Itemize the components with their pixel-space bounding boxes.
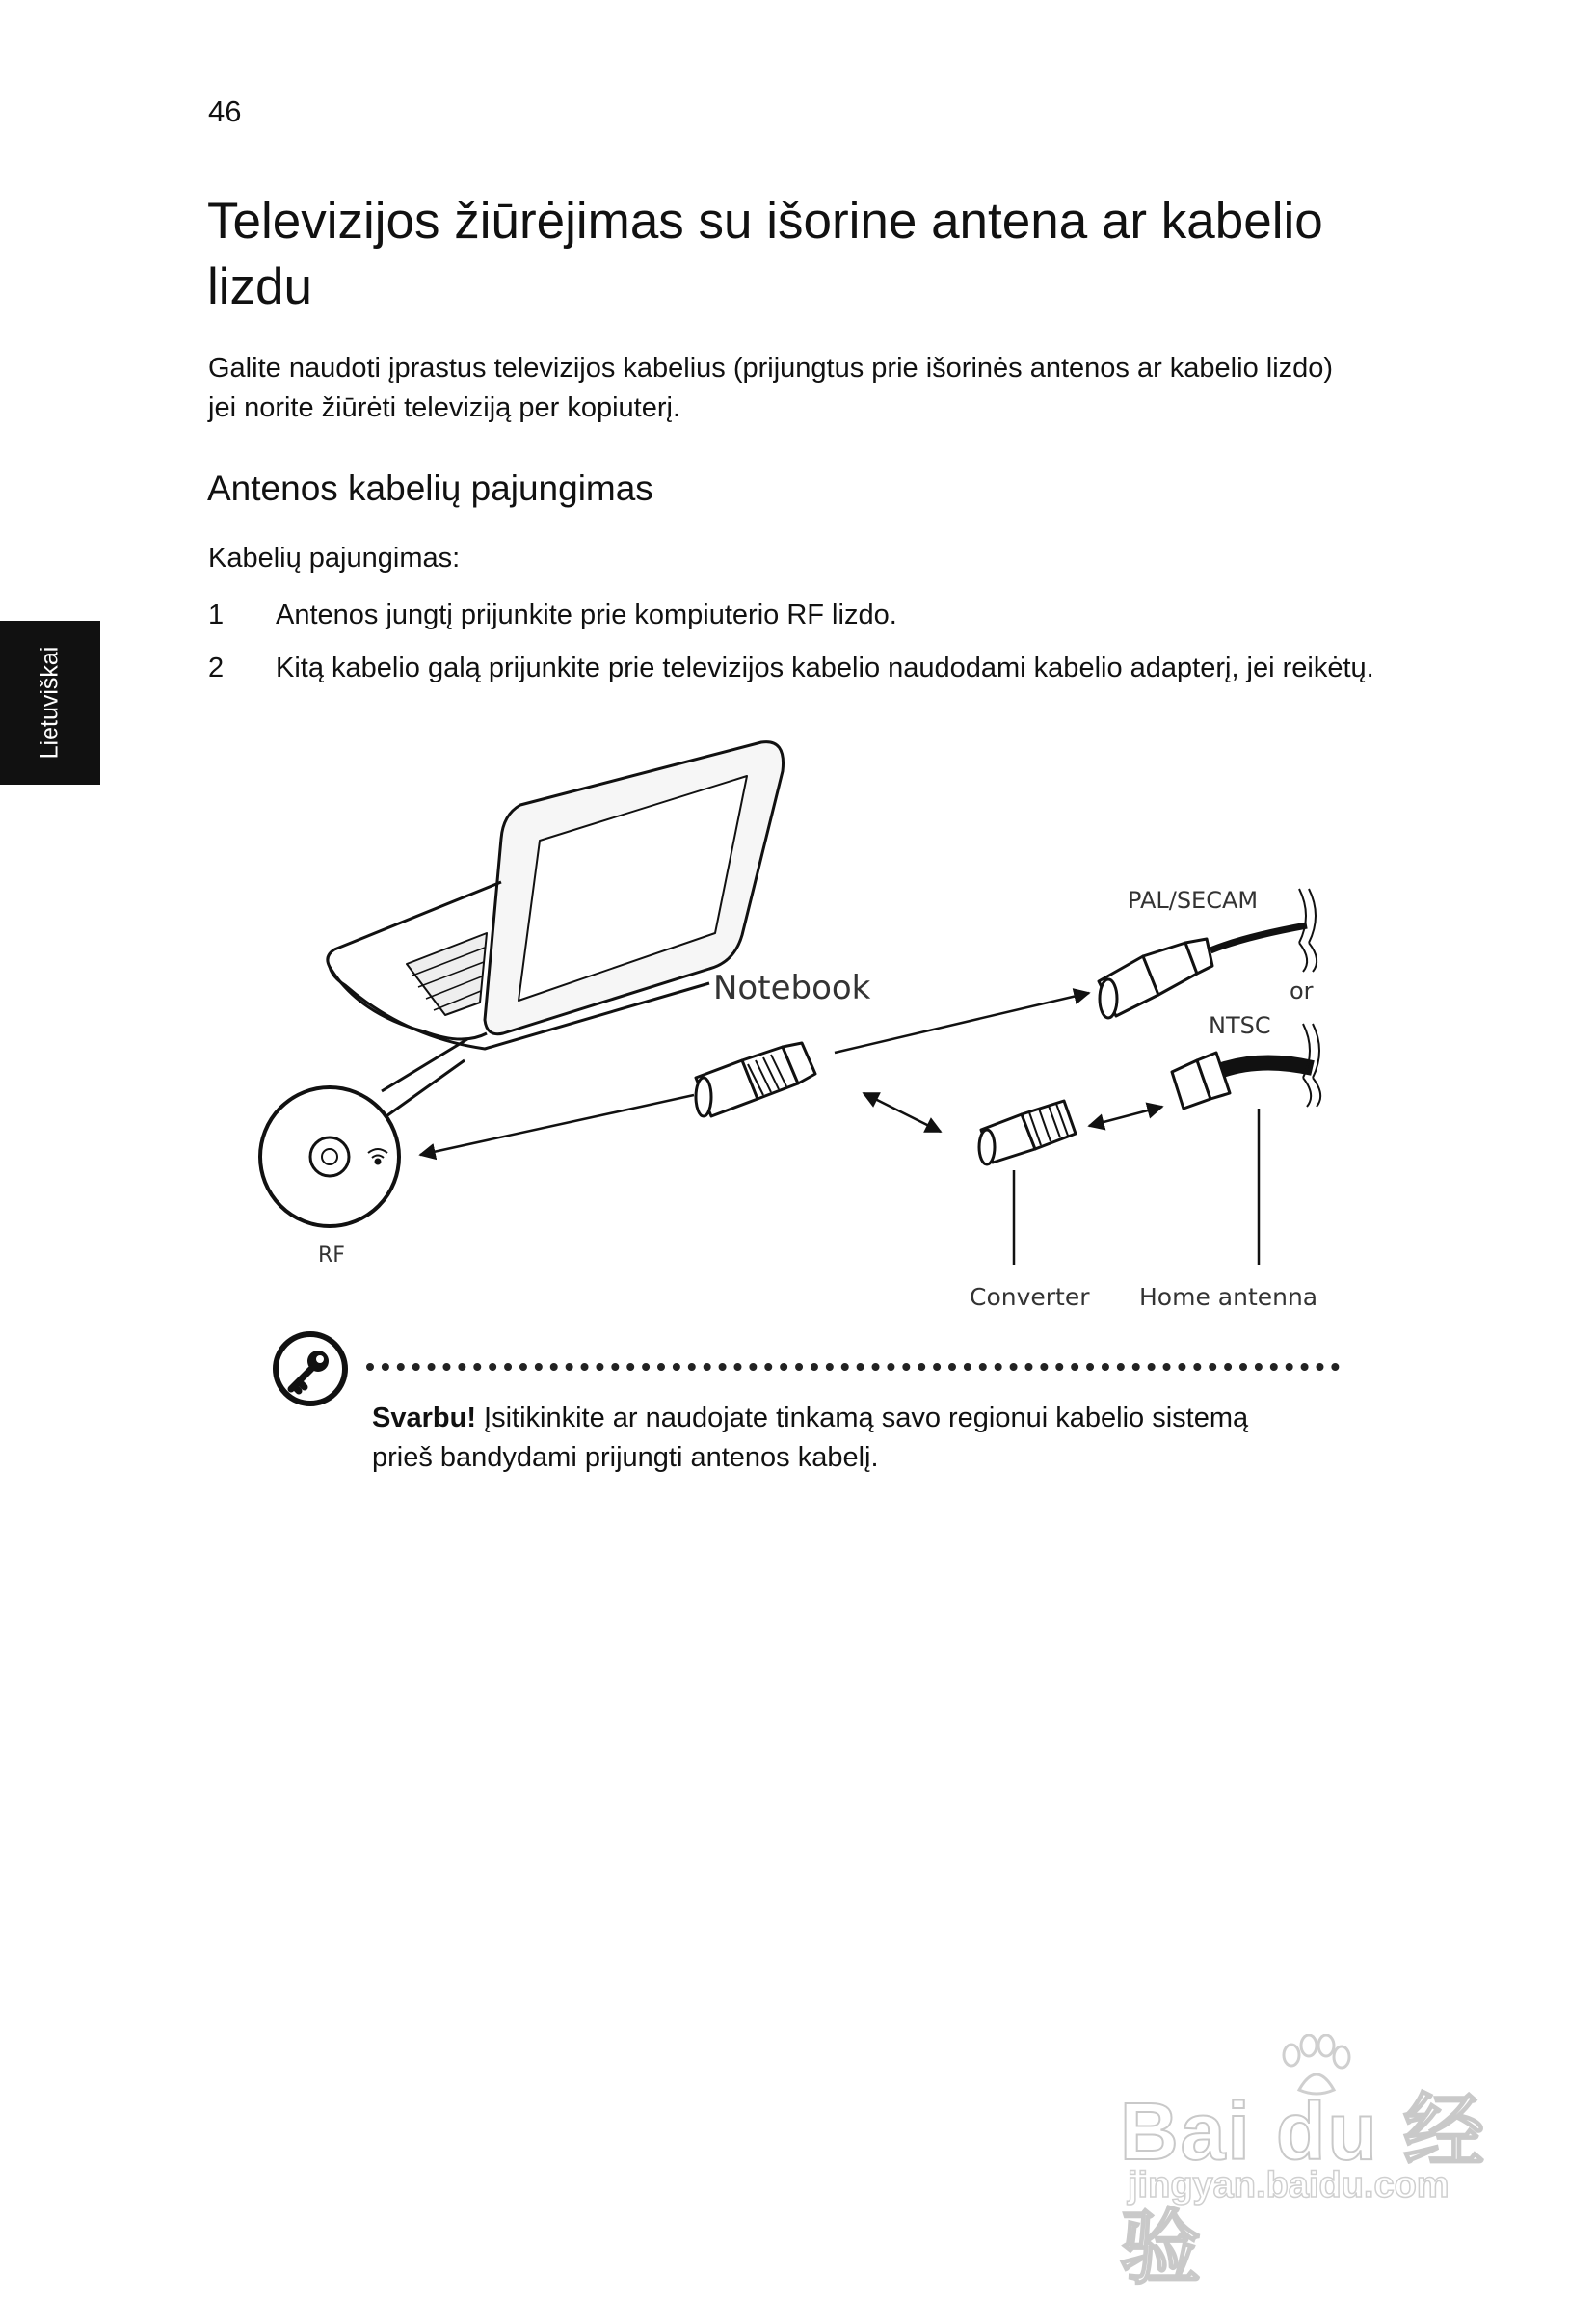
converter-illustration [979, 1101, 1076, 1164]
steps-lead: Kabelių pajungimas: [208, 543, 461, 574]
step-number: 2 [208, 653, 225, 683]
page-title: Televizijos žiūrėjimas su išorine antena ar kabelio lizdu [207, 193, 1323, 315]
watermark-logo-text: Bai du 经验 [1120, 2086, 1487, 2293]
coax-plug-illustration [696, 1043, 815, 1116]
section-title: Antenos kabelių pajungimas [207, 468, 653, 508]
rf-port-callout [260, 1039, 467, 1226]
watermark-url: jingyan.baidu.com [1128, 2165, 1450, 2206]
or-label: or [1290, 977, 1314, 1004]
page-number: 46 [208, 94, 242, 128]
notebook-label: Notebook [713, 969, 871, 1007]
key-icon [272, 1330, 349, 1407]
note-label: Svarbu! [372, 1403, 476, 1433]
rf-label: RF [318, 1244, 345, 1268]
language-side-tab [0, 621, 100, 785]
step-text: Antenos jungtį prijunkite prie kompiuterio RF lizdo. [276, 600, 897, 630]
intro-paragraph: Galite naudoti įprastus televizijos kabelius (prijungtus prie išorinės antenos ar kabelio lizdo) jei norite žiūrėti televiziją per kopiuterį. [208, 353, 1334, 423]
language-side-tab-label: Lietuviškai [36, 646, 64, 760]
step-number: 1 [208, 600, 225, 630]
step-text: Kitą kabelio galą prijunkite prie televizijos kabelio naudodami kabelio adapterį, jei reikėtų. [276, 653, 1374, 683]
note-text: Įsitikinkite ar naudojate tinkamą savo regionui kabelio sistemą prieš bandydami prijungti antenos kabelį. [372, 1403, 1249, 1473]
ntsc-label: NTSC [1209, 1012, 1271, 1039]
note-divider [366, 1363, 1340, 1371]
important-note [372, 1399, 1297, 1478]
connection-arrows [420, 993, 1259, 1265]
pal-secam-label: PAL/SECAM [1128, 887, 1259, 914]
connection-diagram [251, 733, 1349, 1330]
home-antenna-label: Home antenna [1139, 1283, 1318, 1311]
baidu-watermark [1108, 2034, 1513, 2293]
converter-label: Converter [970, 1283, 1090, 1311]
